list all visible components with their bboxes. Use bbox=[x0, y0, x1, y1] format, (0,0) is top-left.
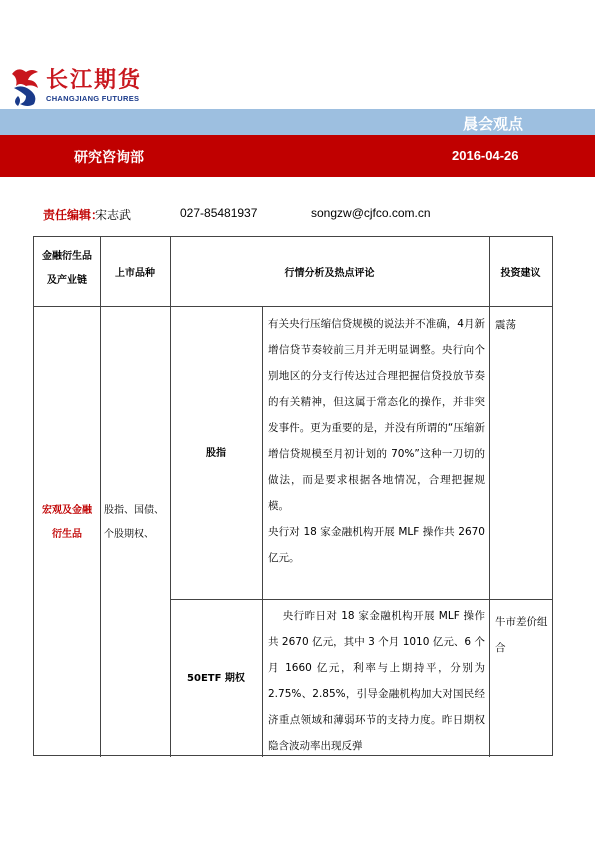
table-divider bbox=[100, 237, 101, 757]
header-category-line1: 金融衍生品 bbox=[42, 251, 92, 262]
editor-phone: 027-85481937 bbox=[180, 206, 258, 220]
header-category bbox=[34, 245, 100, 293]
analysis-paragraph: 有关央行压缩信贷规模的说法并不准确，4月新增信贷节奏较前三月并无明显调整。央行向个别地区的分支行传达过合理把握信贷投放节奏的有关精神，但这属于常态化的操作，并非突发事件。更为重要的是，并没有所谓的“压缩新增信贷规模至月初计划的 70%”这种一刀切的做法，而是要求根据各地情况，合理把握规模。 bbox=[268, 318, 485, 512]
row-advice-stock-index: 震荡 bbox=[495, 319, 516, 331]
analysis-paragraph: 央行昨日对 18 家金融机构开展 MLF 操作共 2670 亿元，其中 3 个月 1010 亿元、6 个月 1660 亿元，利率与上期持平，分别为 2.75%、2.85%，引导金融机构加大对国民经济重点领域和薄弱环节的支持力度。昨日期权隐含波动率出现反弹 bbox=[268, 610, 485, 752]
department-band bbox=[0, 135, 595, 177]
section-products bbox=[104, 499, 170, 547]
logo-english-name: CHANGJIANG FUTURES bbox=[46, 94, 140, 103]
section-category-line1: 宏观及金融 bbox=[42, 505, 92, 516]
editor-label: 责任编辑： bbox=[43, 208, 104, 222]
row-name-stock-index: 股指 bbox=[206, 448, 226, 459]
header-category-line2: 及产业链 bbox=[47, 275, 87, 286]
section-products-line1: 股指、国债、 bbox=[104, 505, 164, 516]
table-divider bbox=[489, 237, 490, 757]
editor-email[interactable]: songzw@cjfco.com.cn bbox=[311, 206, 431, 220]
report-title: 晨会观点 bbox=[462, 115, 523, 133]
department-name: 研究咨询部 bbox=[74, 150, 144, 166]
company-logo bbox=[8, 66, 158, 108]
row-analysis-50etf-option bbox=[268, 603, 485, 757]
table-divider bbox=[34, 306, 552, 307]
logo-chinese-name: 长江期货 bbox=[46, 68, 143, 93]
row-name-50etf-option: 50ETF 期权 bbox=[187, 673, 245, 684]
row-analysis-stock-index bbox=[268, 311, 485, 571]
editor-info bbox=[43, 206, 431, 222]
table-divider bbox=[170, 599, 552, 600]
report-date: 2016-04-26 bbox=[452, 148, 519, 163]
section-category bbox=[34, 499, 100, 547]
editor-name: 宋志武 bbox=[95, 208, 132, 222]
header-advice: 投资建议 bbox=[500, 268, 541, 279]
table-divider bbox=[262, 306, 263, 757]
row-advice-50etf-option: 牛市差价组合 bbox=[495, 616, 548, 654]
title-band bbox=[0, 109, 595, 135]
header-analysis: 行情分析及热点评论 bbox=[284, 268, 375, 279]
section-products-line2: 个股期权、 bbox=[104, 529, 154, 540]
section-category-line2: 衍生品 bbox=[52, 529, 82, 540]
analysis-paragraph: 央行对 18 家金融机构开展 MLF 操作共 2670 亿元。 bbox=[268, 526, 485, 564]
commentary-table bbox=[33, 236, 553, 756]
dragon-logo-icon bbox=[8, 66, 42, 108]
header-product: 上市品种 bbox=[115, 268, 155, 279]
